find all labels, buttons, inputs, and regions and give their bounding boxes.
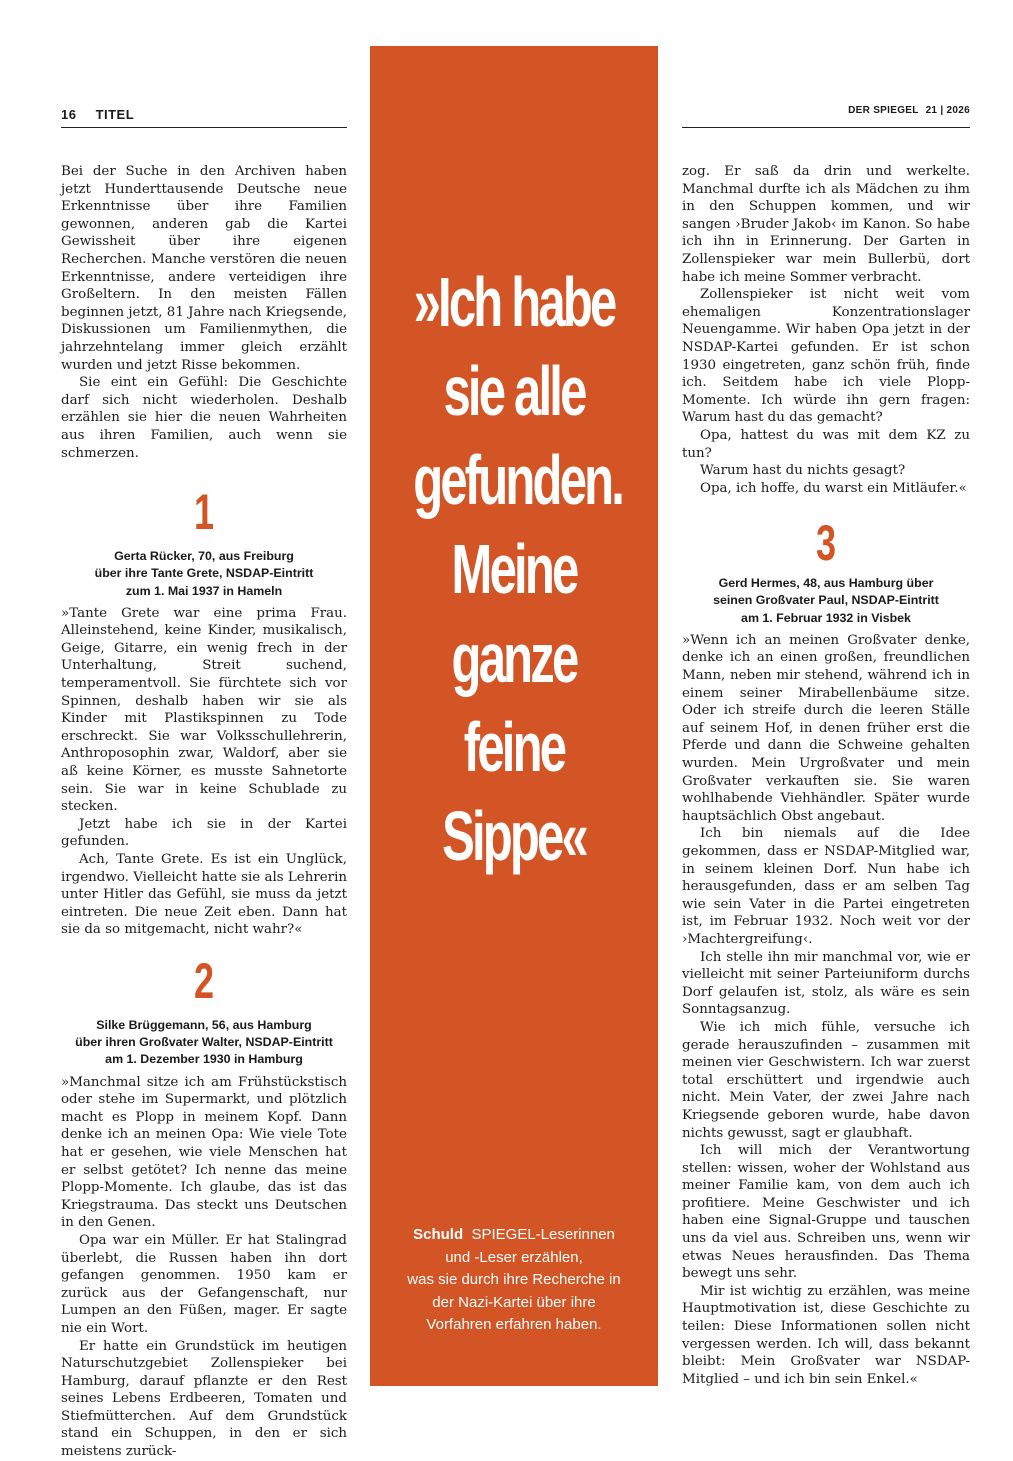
caption-line: Vorfahren erfahren haben. xyxy=(426,1316,602,1333)
story-byline-2 xyxy=(61,1017,347,1069)
byline-line: am 1. Februar 1932 in Visbek xyxy=(741,610,911,625)
story-paragraph: Er hatte ein Grundstück im heutigen Naturschutzgebiet Zollenspieker bei Hamburg, darauf pflanzte er den Rest seines Lebens Erdbeeren, Tomaten und Stiefmütterchen. Auf dem Grundstück stand ein Schuppen, in den er sich meistens zurück- xyxy=(61,1338,347,1460)
byline-line: über ihren Großvater Walter, NSDAP-Eintritt xyxy=(75,1035,333,1050)
byline-line: am 1. Dezember 1930 in Hamburg xyxy=(105,1052,303,1067)
page-header-left xyxy=(61,104,347,128)
story-byline-1 xyxy=(61,548,347,600)
story-paragraph: Ich will mich der Verantwortung stellen: wissen, woher der Wohlstand aus meiner Familie kam, von dem auch ich profitiere. Meine Geschwister und ich haben eine Signal-Gruppe und tauschen uns da viel aus. Schreiben uns, wenn wir etwas Neues herausfinden. Das Thema bewegt uns sehr. xyxy=(682,1143,970,1282)
quote-line: ganze xyxy=(451,619,577,697)
publication-issue xyxy=(848,105,970,116)
story-number-1: 1 xyxy=(193,484,215,541)
page-header-right xyxy=(682,104,970,128)
quote-line: feine xyxy=(463,708,565,786)
byline-line: über ihre Tante Grete, NSDAP-Eintritt xyxy=(94,566,314,581)
story-paragraph: Jetzt habe ich sie in der Kartei gefunden. xyxy=(61,816,347,850)
left-column xyxy=(61,163,347,1461)
byline-line: zum 1. Mai 1937 in Hameln xyxy=(125,583,283,598)
caption-line: und -Leser erzählen, xyxy=(445,1248,583,1266)
story-paragraph: zog. Er saß da drin und werkelte. Manchmal durfte ich als Mädchen zu ihm in den Schuppen kommen, und wir sangen ›Bruder Jakob‹ im Kanon. So habe ich ihn in Erinnerung. Der Garten in Zollenspieker war mein Bullerbü, dort habe ich meine Sommer verbracht. xyxy=(682,164,970,285)
section-label: TITEL xyxy=(95,107,135,122)
story-paragraph: »Manchmal sitze ich am Frühstückstisch oder stehe im Supermarkt, und plötzlich macht es Plopp in meinem Kopf. Dann denke ich an meinen Opa: Wie viele Tote hat er gesehen, wie viele Menschen hat er selbst getötet? Ich nenne das meine Plopp-Momente. Ich glaube, das ist das Kriegstrauma. Das steckt uns Deutschen in den Genen. xyxy=(61,1074,347,1231)
quote-line: sie alle xyxy=(443,352,585,430)
story-number-3: 3 xyxy=(815,515,837,572)
publication-name: DER SPIEGEL xyxy=(848,105,919,116)
story-paragraph: Ach, Tante Grete. Es ist ein Unglück, irgendwo. Vielleicht hatte sie als Lehrerin unter Hitler das Gefühl, sie muss da jetzt eintreten. Die neue Zeit eben. Dann hat sie da so mitgemacht, nicht wahr?« xyxy=(61,852,347,938)
intro-paragraph: Sie eint ein Gefühl: Die Geschichte darf sich nicht wiederholen. Deshalb erzählen sie hier die neuen Wahrheiten aus ihren Familien, auch wenn sie schmerzen. xyxy=(61,375,347,461)
byline-line: Gerta Rücker, 70, aus Freiburg xyxy=(114,549,294,564)
pull-quote xyxy=(413,258,623,881)
page-number: 16 xyxy=(61,107,77,122)
caption-line: SPIEGEL-Leserinnen xyxy=(471,1226,615,1243)
story-paragraph: Ich stelle ihn mir manchmal vor, wie er vielleicht mit seiner Parteiuniform durchs Dorf gelaufen ist, stolz, als wäre es sein Sonntagsanzug. xyxy=(682,949,970,1018)
story-paragraph: Zollenspieker ist nicht weit vom ehemaligen Konzentrationslager Neuengamme. Wir haben Opa jetzt in der NSDAP-Kartei gefunden. Er ist schon 1930 eingetreten, ganz schön früh, finde ich. Seitdem habe ich viele Plopp-Momente. Ich würde ihn gern fragen: Warum hast du das gemacht? xyxy=(682,287,970,426)
quote-line: Meine xyxy=(451,530,577,608)
panel-caption xyxy=(370,1224,658,1337)
story-paragraph: »Tante Grete war eine prima Frau. Alleinstehend, keine Kinder, musikalisch, Geige, Gitarre, ein wenig frech in der Unterhaltung, Streit suchend, temperamentvoll. Sie fürchtete sich vor Spinnen, deshalb haben wir sie als Kinder mit Plastikspinnen zu Tode erschreckt. Sie war Volksschullehrerin, Anthroposophin zwar, Waldorf, aber sie aß keine Körner, es musste Sahnetorte sein. Sie war in keine Schublade zu stecken. xyxy=(61,605,347,815)
caption-line: der Nazi-Kartei über ihre xyxy=(432,1293,596,1311)
story-paragraph: Opa, ich hoffe, du warst ein Mitläufer.« xyxy=(700,480,967,496)
quote-line: Sippe« xyxy=(442,797,586,875)
story-byline-3 xyxy=(682,575,970,627)
right-column xyxy=(682,163,970,1388)
story-paragraph: Opa war ein Müller. Er hat Stalingrad überlebt, die Russen haben ihn dort gefangen genommen. 1950 kam er zurück aus der Gefangenschaft, nur Lumpen an den Füßen, mager. Er sagte nie ein Wort. xyxy=(61,1232,347,1336)
issue-number: 21 | 2026 xyxy=(925,105,970,116)
story-paragraph: Mir ist wichtig zu erzählen, was meine Hauptmotivation ist, diese Geschichte zu teilen: Diese Informationen sollen nicht vergessen werden. Ich will, dass bekannt bleibt: Mein Großvater war NSDAP-Mitglied – und ich bin sein Enkel.« xyxy=(682,1283,970,1387)
story-paragraph: Ich bin niemals auf die Idee gekommen, dass er NSDAP-Mitglied war, in seinem kleinen Dorf. Nun habe ich herausgefunden, dass er am selben Tag wie sein Vater in die Partei eingetreten ist, im Februar 1932. Noch weit vor der ›Machtergreifung‹. xyxy=(682,826,970,947)
story-paragraph: Warum hast du nichts gesagt? xyxy=(700,463,906,479)
byline-line: Gerd Hermes, 48, aus Hamburg über xyxy=(718,576,934,591)
pull-quote-panel xyxy=(370,46,658,1386)
caption-line: was sie durch ihre Recherche in xyxy=(407,1271,621,1288)
caption-kicker: Schuld xyxy=(413,1226,464,1243)
story-number-2: 2 xyxy=(193,952,215,1009)
story-paragraph: Wie ich mich fühle, versuche ich gerade herauszufinden – zusammen mit meinen vier Geschwistern. Ich war zuerst total erschüttert und irgendwie auch nicht. Mein Vater, der zwei Jahre nach Kriegsende geboren wurde, habe davon nichts gewusst, sagt er glaubhaft. xyxy=(682,1019,970,1141)
quote-line: »Ich habe xyxy=(413,263,615,341)
quote-line: gefunden. xyxy=(413,441,623,519)
intro-paragraph: Bei der Suche in den Archiven haben jetzt Hunderttausende Deutsche neue Erkenntnisse über ihre Familien gewonnen, anderen gab die Kartei Gewissheit über ihre eigenen Recherchen. Manche verstören die neuen Erkenntnisse, andere verteidigen ihre Großeltern. In den meisten Fällen beginnen jetzt, 81 Jahre nach Kriegsende, Diskussionen um Familienmythen, die jahrzehntelang immer gleich erzählt wurden und jetzt Risse bekommen. xyxy=(61,164,348,373)
story-paragraph: »Wenn ich an meinen Großvater denke, denke ich an einen großen, freundlichen Mann, neben mir stehend, während ich in einem seiner Mirabellenbäume sitze. Oder ich streife durch die leeren Ställe auf seinem Hof, in denen früher erst die Pferde und dann die Schweine gehalten wurden. Mein Urgroßvater und mein Großvater verkauften sie. Sie waren wohlhabende Viehhändler. Später wurde hauptsächlich Obst angebaut. xyxy=(682,632,970,824)
byline-line: Silke Brüggemann, 56, aus Hamburg xyxy=(96,1017,312,1032)
byline-line: seinen Großvater Paul, NSDAP-Eintritt xyxy=(713,593,939,608)
story-paragraph: Opa, hattest du was mit dem KZ zu tun? xyxy=(682,427,970,461)
